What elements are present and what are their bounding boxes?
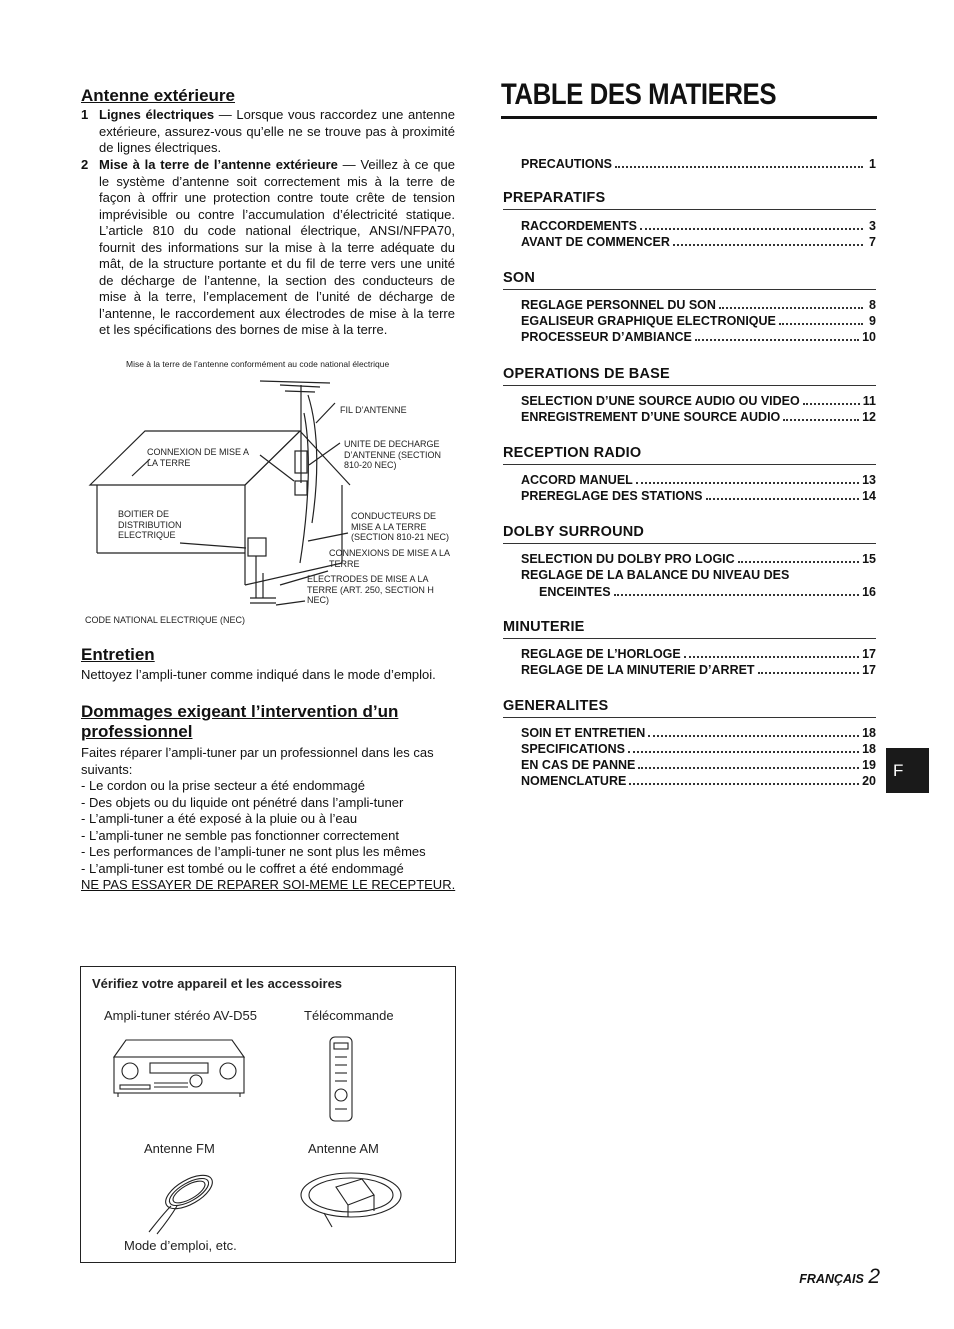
toc-entry-label: SPECIFICATIONS: [521, 742, 625, 756]
label-fil-antenne: FIL D’ANTENNE: [340, 405, 407, 415]
toc-entry[interactable]: [521, 473, 876, 487]
dommages-heading: [81, 702, 459, 742]
toc-dots: [738, 561, 859, 563]
toc-dots: [673, 244, 863, 246]
item-bold: Mise à la terre de l’antenne extérieure: [99, 157, 338, 172]
label-line: TERRE (ART. 250, SECTION H: [307, 584, 434, 595]
label-code-nec: CODE NATIONAL ELECTRIQUE (NEC): [85, 615, 246, 625]
label-line: D’ANTENNE (SECTION: [344, 449, 442, 460]
toc-entry-label: PROCESSEUR D’AMBIANCE: [521, 330, 692, 344]
toc-entry[interactable]: [521, 314, 876, 328]
toc-dots: [803, 403, 860, 405]
warning-text: NE PAS ESSAYER DE REPARER SOI-MEME LE RECEPTEUR.: [81, 877, 456, 892]
label-remote: Télécommande: [304, 1008, 394, 1023]
toc-entry[interactable]: [521, 568, 876, 582]
toc-dots: [640, 228, 863, 230]
antenna-item-1: [81, 107, 455, 157]
footer-language: FRANÇAIS: [799, 1272, 864, 1286]
label-amp: Ampli-tuner stéréo AV-D55: [104, 1008, 257, 1023]
toc-entry-label: PRECAUTIONS: [521, 157, 612, 171]
toc-entry-page: 10: [862, 330, 876, 344]
entretien-text: Nettoyez l’ampli-tuner comme indiqué dans le mode d’emploi.: [81, 667, 436, 682]
toc-entry-label: REGLAGE DE LA MINUTERIE D’ARRET: [521, 663, 755, 677]
toc-entry-label: SELECTION D’UNE SOURCE AUDIO OU VIDEO: [521, 394, 800, 408]
toc-entry-label: SOIN ET ENTRETIEN: [521, 726, 646, 740]
toc-entry[interactable]: [521, 489, 876, 503]
toc-section-operations[interactable]: OPERATIONS DE BASE: [503, 366, 876, 386]
toc-entry[interactable]: [539, 585, 876, 599]
toc-dots: [614, 594, 860, 596]
toc-entry-precautions[interactable]: [521, 157, 876, 171]
label-line: TERRE: [329, 558, 360, 569]
toc-entry-page: 9: [869, 314, 876, 328]
label-am-antenna: Antenne AM: [308, 1141, 379, 1156]
toc-entry-page: 17: [862, 663, 876, 677]
label-unite-decharge: [344, 439, 441, 471]
toc-entry[interactable]: [521, 394, 876, 408]
label-electrodes: [307, 574, 434, 606]
toc-entry[interactable]: [521, 663, 876, 677]
toc-entry-page: 8: [869, 298, 876, 312]
toc-entry[interactable]: [521, 774, 876, 788]
label-line: CONNEXIONS DE MISE A LA: [329, 548, 451, 558]
toc-dots: [629, 783, 859, 785]
dommages-intro: Faites réparer l’ampli-tuner par un professionnel dans les cas: [81, 745, 434, 760]
item-bold: Lignes électriques: [99, 107, 215, 122]
item-text: — Veillez à ce que le système d’antenne soit correctement mis à la terre de façon à offrir une protection contre toute crête de tension imprévisible ou contre l’accumulation d’électricité statique. L’article 810 du code national électrique, ANSI/NFPA70, fournit des informations sur la mise à la terre adéquate du mât, de la structure portante et du fil de terre vers une unité de décharge de l’antenne, la section des conducteurs de mise à la terre, l’emplacement de l’unité de décharge de l’antenne, le raccordement aux électrodes de mise à la terre et les spécifications des bornes de mise à la terre.: [99, 157, 455, 337]
toc-section-minuterie[interactable]: MINUTERIE: [503, 619, 876, 639]
toc-dots: [758, 672, 860, 674]
toc-entry-label: REGLAGE DE L’HORLOGE: [521, 647, 681, 661]
label-line: ELECTRODES DE MISE A LA: [307, 574, 429, 584]
list-item: - L’ampli-tuner a été exposé à la pluie ou à l’eau: [81, 811, 358, 826]
antenna-item-2: [81, 157, 455, 339]
toc-entry-page: 13: [862, 473, 876, 487]
label-line: ELECTRIQUE: [118, 530, 176, 540]
entretien-heading: Entretien: [81, 645, 155, 664]
language-tab-letter: F: [893, 760, 904, 780]
toc-entry-page: 16: [862, 585, 876, 599]
heading-line: Dommages exigeant l’intervention d’un: [81, 702, 399, 721]
toc-dots: [628, 751, 859, 753]
toc-dots: [719, 307, 863, 309]
toc-section-preparatifs[interactable]: PREPARATIFS: [503, 190, 876, 210]
toc-entry-page: 18: [862, 726, 876, 740]
label-manual: Mode d’emploi, etc.: [124, 1238, 237, 1253]
label-line: NEC): [307, 595, 329, 605]
toc-dots: [615, 166, 863, 168]
label-line: (SECTION 810-21 NEC): [351, 532, 450, 542]
toc-entry-label: NOMENCLATURE: [521, 774, 627, 788]
label-line: DISTRIBUTION: [118, 519, 182, 530]
label-connexion: [147, 447, 249, 468]
language-tab: [886, 748, 929, 793]
label-conducteurs: [351, 511, 449, 543]
toc-entry-label: ENREGISTREMENT D’UNE SOURCE AUDIO: [521, 410, 781, 424]
toc-entry-page: 15: [862, 552, 876, 566]
toc-entry-label: SELECTION DU DOLBY PRO LOGIC: [521, 552, 735, 566]
toc-dots: [695, 339, 859, 341]
toc-entry-label: EGALISEUR GRAPHIQUE ELECTRONIQUE: [521, 314, 776, 328]
toc-entry-page: 11: [862, 394, 876, 408]
toc-entry-page: 3: [869, 219, 876, 233]
toc-entry-label: EN CAS DE PANNE: [521, 758, 636, 772]
amplifier-image: [112, 1037, 246, 1099]
toc-entry-page: 17: [862, 647, 876, 661]
toc-section-dolby[interactable]: DOLBY SURROUND: [503, 524, 876, 544]
label-connexions-terre: [329, 548, 450, 569]
dommages-body: [81, 745, 461, 894]
toc-entry-page: 19: [862, 758, 876, 772]
toc-entry[interactable]: [521, 552, 876, 566]
item-number: 1: [81, 107, 89, 122]
toc-title-rule: [501, 116, 877, 119]
toc-entry-page: 1: [869, 157, 876, 171]
label-line: CONNEXION DE MISE A: [147, 447, 250, 457]
toc-entry-label: RACCORDEMENTS: [521, 219, 637, 233]
remote-control-image: [326, 1035, 356, 1125]
toc-entry-page: 14: [862, 489, 876, 503]
dommages-intro: suivants:: [81, 761, 133, 777]
toc-section-son[interactable]: SON: [503, 270, 876, 290]
toc-entry[interactable]: [521, 758, 876, 772]
fm-antenna-image: [141, 1162, 231, 1237]
accessories-box: [80, 966, 456, 1263]
toc-dots: [684, 656, 859, 658]
toc-entry-label: REGLAGE DE LA BALANCE DU NIVEAU DES: [521, 568, 790, 582]
item-text: — Lorsque vous raccordez une antenne extérieure, assurez-vous qu’elle ne se trouve pas à proximité de lignes électriques.: [99, 107, 455, 155]
list-item: - L’ampli-tuner ne semble pas fonctionner correctement: [81, 827, 399, 843]
toc-title: TABLE DES MATIERES: [501, 78, 777, 111]
list-item: - Le cordon ou la prise secteur a été endommagé: [81, 778, 366, 793]
toc-entry-label: PREREGLAGE DES STATIONS: [521, 489, 703, 503]
label-line: LA TERRE: [147, 457, 191, 468]
toc-dots: [636, 482, 859, 484]
toc-entry[interactable]: [521, 298, 876, 312]
item-number: 2: [81, 157, 89, 172]
label-line: 810-20 NEC): [344, 460, 397, 470]
toc-dots: [706, 498, 860, 500]
footer-page-number: 2: [868, 1265, 880, 1288]
toc-section-reception[interactable]: RECEPTION RADIO: [503, 445, 876, 465]
diagram-caption: Mise à la terre de l’antenne conformément au code national électrique: [126, 359, 390, 369]
label-line: BOITIER DE: [118, 509, 170, 519]
accessories-title: Vérifiez votre appareil et les accessoires: [92, 976, 343, 991]
grounding-diagram: [80, 355, 470, 630]
toc-entry-label: REGLAGE PERSONNEL DU SON: [521, 298, 716, 312]
toc-dots: [638, 767, 859, 769]
toc-entry[interactable]: [521, 647, 876, 661]
list-item: - L’ampli-tuner est tombé ou le coffret a été endommagé: [81, 860, 404, 876]
toc-entry-label: ENCEINTES: [539, 585, 611, 599]
toc-entry-page: 12: [862, 410, 876, 424]
label-boitier: [118, 509, 182, 541]
toc-entry[interactable]: [521, 742, 876, 756]
toc-entry[interactable]: [521, 219, 876, 233]
list-item: - Les performances de l’ampli-tuner ne sont plus les mêmes: [81, 844, 426, 859]
heading-line: professionnel: [81, 722, 193, 741]
toc-entry[interactable]: [521, 726, 876, 740]
toc-section-generalites[interactable]: GENERALITES: [503, 698, 876, 718]
toc-entry[interactable]: [521, 330, 876, 344]
label-line: UNITE DE DECHARGE: [344, 439, 440, 449]
antenna-heading: Antenne extérieure: [81, 86, 235, 105]
page-footer: [760, 1265, 880, 1289]
toc-entry-page: 20: [862, 774, 876, 788]
am-antenna-image: [296, 1165, 406, 1235]
list-item: - Des objets ou du liquide ont pénétré dans l’ampli-tuner: [81, 794, 404, 810]
toc-entry[interactable]: [521, 410, 876, 424]
toc-entry-label: ACCORD MANUEL: [521, 473, 633, 487]
toc-entry[interactable]: [521, 235, 876, 249]
toc-dots: [779, 323, 863, 325]
toc-entry-label: AVANT DE COMMENCER: [521, 235, 670, 249]
label-line: CONDUCTEURS DE: [351, 511, 437, 521]
toc-dots: [783, 419, 859, 421]
toc-dots: [648, 735, 859, 737]
toc-entry-page: 7: [869, 235, 876, 249]
label-fm-antenna: Antenne FM: [144, 1141, 215, 1156]
label-line: MISE A LA TERRE: [351, 521, 427, 532]
toc-entry-page: 18: [862, 742, 876, 756]
